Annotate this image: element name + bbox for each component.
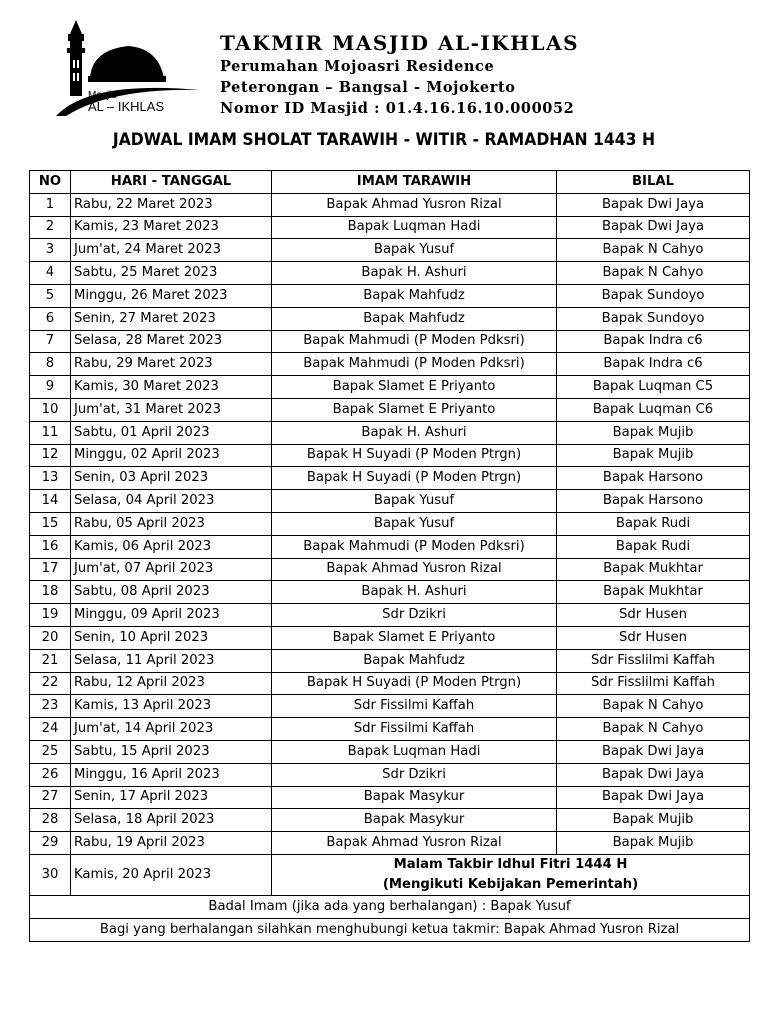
contact-note: Bagi yang berhalangan silahkan menghubungi ketua takmir: Bapak Ahmad Yusron Rizal xyxy=(30,918,750,941)
row-no: 17 xyxy=(30,558,71,581)
table-row xyxy=(30,718,750,741)
row-bilal: Sdr Fisslilmi Kaffah xyxy=(557,672,750,695)
table-row xyxy=(30,262,750,285)
row-date: Sabtu, 25 Maret 2023 xyxy=(71,262,272,285)
row-imam: Bapak Mahfudz xyxy=(272,307,557,330)
document-title: JADWAL IMAM SHOLAT TARAWIH - WITIR - RAMADHAN 1443 H xyxy=(112,130,656,150)
row-date: Rabu, 29 Maret 2023 xyxy=(71,353,272,376)
row-no: 4 xyxy=(30,262,71,285)
row-bilal: Bapak Mukhtar xyxy=(557,558,750,581)
row-date: Selasa, 18 April 2023 xyxy=(71,809,272,832)
mosque-logo xyxy=(50,18,210,118)
row-imam: Bapak H. Ashuri xyxy=(272,262,557,285)
row-no: 19 xyxy=(30,604,71,627)
table-row xyxy=(30,376,750,399)
row-imam: Bapak Slamet E Priyanto xyxy=(272,626,557,649)
row-date: Kamis, 20 April 2023 xyxy=(71,854,272,895)
eid-note-line-1: Malam Takbir Idhul Fitri 1444 H xyxy=(393,856,628,872)
row-date: Senin, 10 April 2023 xyxy=(71,626,272,649)
row-imam: Sdr Dzikri xyxy=(272,604,557,627)
badal-imam-note: Badal Imam (jika ada yang berhalangan) : Bapak Yusuf xyxy=(30,895,750,918)
row-bilal: Bapak Dwi Jaya xyxy=(557,763,750,786)
row-bilal: Bapak Rudi xyxy=(557,512,750,535)
organization-name: TAKMIR MASJID AL-IKHLAS xyxy=(220,31,580,55)
row-no: 23 xyxy=(30,695,71,718)
row-date: Senin, 03 April 2023 xyxy=(71,467,272,490)
table-row xyxy=(30,353,750,376)
row-date: Selasa, 11 April 2023 xyxy=(71,649,272,672)
row-imam: Bapak Ahmad Yusron Rizal xyxy=(272,193,557,216)
row-date: Sabtu, 01 April 2023 xyxy=(71,421,272,444)
row-date: Kamis, 06 April 2023 xyxy=(71,535,272,558)
table-note-row xyxy=(30,895,750,918)
header-no: NO xyxy=(30,171,71,194)
row-imam: Sdr Fissilmi Kaffah xyxy=(272,695,557,718)
row-no: 11 xyxy=(30,421,71,444)
row-no: 14 xyxy=(30,490,71,513)
row-date: Minggu, 02 April 2023 xyxy=(71,444,272,467)
row-imam: Bapak Slamet E Priyanto xyxy=(272,376,557,399)
row-bilal: Bapak Indra c6 xyxy=(557,330,750,353)
row-imam: Sdr Dzikri xyxy=(272,763,557,786)
row-no: 13 xyxy=(30,467,71,490)
row-date: Minggu, 09 April 2023 xyxy=(71,604,272,627)
row-imam: Sdr Fissilmi Kaffah xyxy=(272,718,557,741)
header-date: HARI - TANGGAL xyxy=(71,171,272,194)
row-date: Kamis, 30 Maret 2023 xyxy=(71,376,272,399)
row-no: 21 xyxy=(30,649,71,672)
table-row xyxy=(30,786,750,809)
row-date: Sabtu, 15 April 2023 xyxy=(71,740,272,763)
row-bilal: Sdr Fisslilmi Kaffah xyxy=(557,649,750,672)
document-header xyxy=(0,0,768,125)
row-date: Kamis, 13 April 2023 xyxy=(71,695,272,718)
table-note-row xyxy=(30,918,750,941)
row-bilal: Bapak Luqman C6 xyxy=(557,398,750,421)
tarawih-schedule-table xyxy=(29,170,750,942)
table-row xyxy=(30,832,750,855)
row-no: 6 xyxy=(30,307,71,330)
row-bilal: Bapak Dwi Jaya xyxy=(557,786,750,809)
row-date: Sabtu, 08 April 2023 xyxy=(71,581,272,604)
table-row xyxy=(30,467,750,490)
row-bilal: Bapak Sundoyo xyxy=(557,307,750,330)
table-row xyxy=(30,695,750,718)
row-imam: Bapak Ahmad Yusron Rizal xyxy=(272,558,557,581)
row-imam: Bapak Mahmudi (P Moden Pdksri) xyxy=(272,535,557,558)
row-date: Jum'at, 14 April 2023 xyxy=(71,718,272,741)
logo-name-text: AL – IKHLAS xyxy=(88,99,165,114)
row-bilal: Bapak N Cahyo xyxy=(557,239,750,262)
row-date: Minggu, 16 April 2023 xyxy=(71,763,272,786)
row-bilal: Bapak Mujib xyxy=(557,444,750,467)
row-imam: Bapak Mahfudz xyxy=(272,284,557,307)
table-row xyxy=(30,193,750,216)
row-date: Kamis, 23 Maret 2023 xyxy=(71,216,272,239)
row-no: 27 xyxy=(30,786,71,809)
eid-note-line-2: (Mengikuti Kebijakan Pemerintah) xyxy=(382,876,639,892)
row-imam: Bapak Masykur xyxy=(272,786,557,809)
table-row xyxy=(30,672,750,695)
row-bilal: Bapak Harsono xyxy=(557,467,750,490)
row-date: Jum'at, 24 Maret 2023 xyxy=(71,239,272,262)
table-row xyxy=(30,740,750,763)
table-header-row xyxy=(30,171,750,194)
row-bilal: Bapak Rudi xyxy=(557,535,750,558)
row-imam: Bapak Mahfudz xyxy=(272,649,557,672)
header-bilal: BILAL xyxy=(557,171,750,194)
header-text-block xyxy=(220,30,579,119)
row-date: Minggu, 26 Maret 2023 xyxy=(71,284,272,307)
row-date: Senin, 17 April 2023 xyxy=(71,786,272,809)
row-no: 28 xyxy=(30,809,71,832)
row-no: 16 xyxy=(30,535,71,558)
row-no: 26 xyxy=(30,763,71,786)
row-no: 18 xyxy=(30,581,71,604)
row-no: 22 xyxy=(30,672,71,695)
header-imam: IMAM TARAWIH xyxy=(272,171,557,194)
row-date: Rabu, 12 April 2023 xyxy=(71,672,272,695)
row-imam: Bapak H Suyadi (P Moden Ptrgn) xyxy=(272,467,557,490)
row-bilal: Bapak N Cahyo xyxy=(557,262,750,285)
table-row xyxy=(30,626,750,649)
row-bilal: Bapak Mukhtar xyxy=(557,581,750,604)
table-body xyxy=(30,193,750,854)
row-date: Selasa, 28 Maret 2023 xyxy=(71,330,272,353)
row-imam: Bapak Mahmudi (P Moden Pdksri) xyxy=(272,330,557,353)
table-row xyxy=(30,444,750,467)
row-date: Selasa, 04 April 2023 xyxy=(71,490,272,513)
row-imam: Bapak H Suyadi (P Moden Ptrgn) xyxy=(272,444,557,467)
row-bilal: Bapak Mujib xyxy=(557,421,750,444)
table-row xyxy=(30,239,750,262)
row-bilal: Bapak N Cahyo xyxy=(557,695,750,718)
row-no: 5 xyxy=(30,284,71,307)
table-row xyxy=(30,284,750,307)
row-imam: Bapak Masykur xyxy=(272,809,557,832)
row-imam: Bapak Luqman Hadi xyxy=(272,216,557,239)
eid-takbir-note xyxy=(272,854,750,895)
row-no: 30 xyxy=(30,854,71,895)
row-no: 24 xyxy=(30,718,71,741)
row-no: 2 xyxy=(30,216,71,239)
row-bilal: Bapak Mujib xyxy=(557,809,750,832)
table-row-final xyxy=(30,854,750,895)
table-row xyxy=(30,581,750,604)
row-date: Jum'at, 07 April 2023 xyxy=(71,558,272,581)
row-no: 7 xyxy=(30,330,71,353)
row-date: Rabu, 22 Maret 2023 xyxy=(71,193,272,216)
table-row xyxy=(30,307,750,330)
address-line-1: Perumahan Mojoasri Residence xyxy=(220,58,495,75)
table-row xyxy=(30,649,750,672)
row-imam: Bapak Yusuf xyxy=(272,490,557,513)
table-row xyxy=(30,809,750,832)
table-row xyxy=(30,512,750,535)
logo-small-text: Masjid xyxy=(88,90,117,101)
table-row xyxy=(30,216,750,239)
row-no: 29 xyxy=(30,832,71,855)
address-line-2: Peterongan – Bangsal - Mojokerto xyxy=(220,79,516,96)
row-imam: Bapak Yusuf xyxy=(272,239,557,262)
row-date: Rabu, 19 April 2023 xyxy=(71,832,272,855)
row-date: Rabu, 05 April 2023 xyxy=(71,512,272,535)
row-imam: Bapak H Suyadi (P Moden Ptrgn) xyxy=(272,672,557,695)
row-date: Senin, 27 Maret 2023 xyxy=(71,307,272,330)
row-imam: Bapak Mahmudi (P Moden Pdksri) xyxy=(272,353,557,376)
mosque-id: Nomor ID Masjid : 01.4.16.16.10.000052 xyxy=(220,100,575,117)
row-bilal: Bapak Harsono xyxy=(557,490,750,513)
table-row xyxy=(30,558,750,581)
row-bilal: Bapak Dwi Jaya xyxy=(557,193,750,216)
row-no: 1 xyxy=(30,193,71,216)
row-imam: Bapak Ahmad Yusron Rizal xyxy=(272,832,557,855)
table-row xyxy=(30,330,750,353)
row-no: 25 xyxy=(30,740,71,763)
table-row xyxy=(30,398,750,421)
table-row xyxy=(30,604,750,627)
row-imam: Bapak Slamet E Priyanto xyxy=(272,398,557,421)
table-row xyxy=(30,763,750,786)
table-row xyxy=(30,421,750,444)
row-no: 3 xyxy=(30,239,71,262)
row-bilal: Bapak Sundoyo xyxy=(557,284,750,307)
row-bilal: Bapak Dwi Jaya xyxy=(557,216,750,239)
row-imam: Bapak Luqman Hadi xyxy=(272,740,557,763)
row-no: 20 xyxy=(30,626,71,649)
row-imam: Bapak Yusuf xyxy=(272,512,557,535)
row-bilal: Sdr Husen xyxy=(557,626,750,649)
row-no: 15 xyxy=(30,512,71,535)
row-bilal: Bapak Luqman C5 xyxy=(557,376,750,399)
row-no: 8 xyxy=(30,353,71,376)
row-no: 9 xyxy=(30,376,71,399)
row-date: Jum'at, 31 Maret 2023 xyxy=(71,398,272,421)
row-no: 10 xyxy=(30,398,71,421)
row-bilal: Bapak Indra c6 xyxy=(557,353,750,376)
row-imam: Bapak H. Ashuri xyxy=(272,581,557,604)
table-row xyxy=(30,535,750,558)
row-no: 12 xyxy=(30,444,71,467)
row-bilal: Bapak Mujib xyxy=(557,832,750,855)
table-row xyxy=(30,490,750,513)
row-bilal: Sdr Husen xyxy=(557,604,750,627)
row-imam: Bapak H. Ashuri xyxy=(272,421,557,444)
row-bilal: Bapak Dwi Jaya xyxy=(557,740,750,763)
row-bilal: Bapak N Cahyo xyxy=(557,718,750,741)
